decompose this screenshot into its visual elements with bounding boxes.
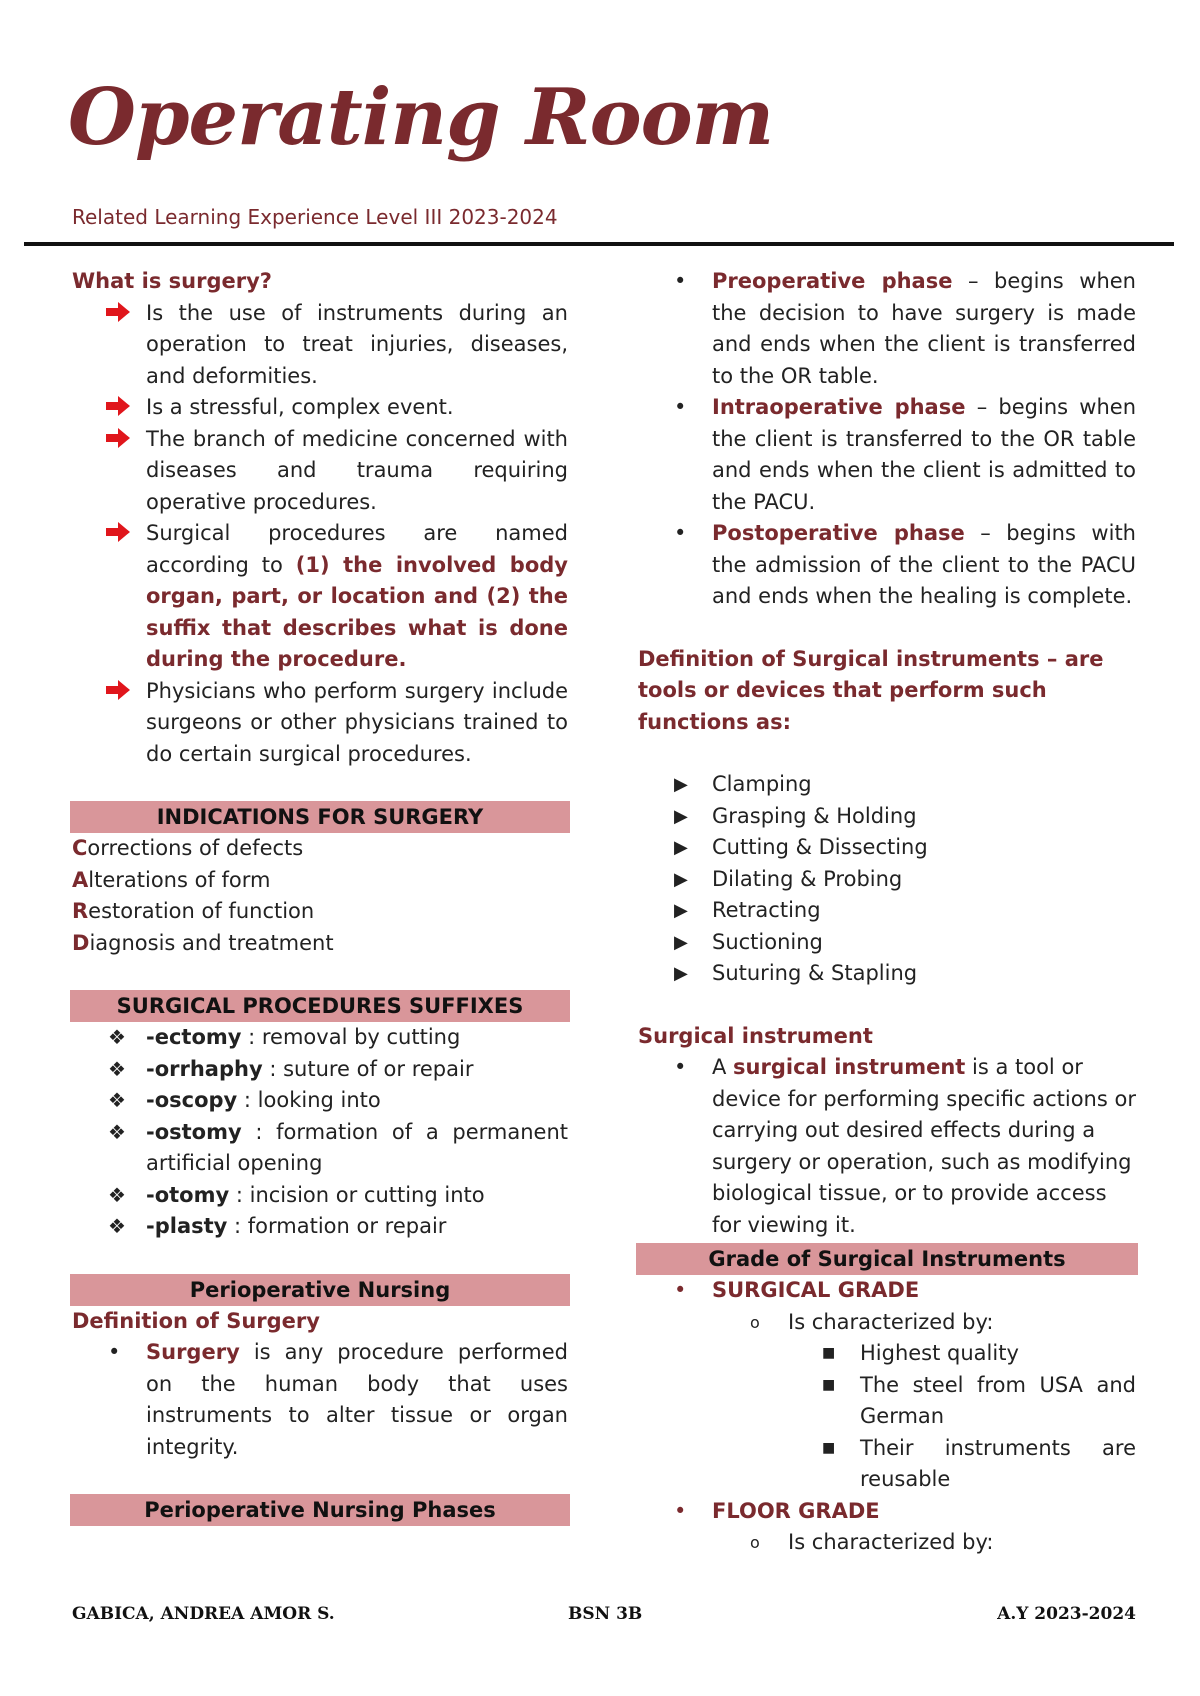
footer-academic-year: A.Y 2023-2024 (997, 1604, 1136, 1624)
list-item: ▶ Retracting (638, 895, 1136, 927)
perioperative-nursing-band: Perioperative Nursing (70, 1274, 570, 1306)
list-item: ❖ -oscopy : looking into (72, 1085, 568, 1117)
floor-grade-sublist (638, 1527, 1136, 1559)
list-item: • FLOOR GRADE (638, 1496, 1136, 1528)
circle-bullet-icon: o (750, 1312, 760, 1332)
square-bullet-icon: ■ (822, 1439, 836, 1456)
surgical-grade-sublist (638, 1307, 1136, 1339)
bullet-icon: • (674, 269, 687, 293)
triangle-bullet-icon: ▶ (674, 774, 688, 795)
header-divider (24, 242, 1174, 246)
list-item: ▶ Grasping & Holding (638, 801, 1136, 833)
list-item: Alterations of form (72, 867, 271, 892)
red-arrow-icon (106, 680, 130, 700)
list-item: ■ Their instruments are reusable (638, 1433, 1136, 1496)
suffixes-list (72, 1022, 568, 1243)
list-item: ▶ Suctioning (638, 927, 1136, 959)
right-column (638, 266, 1136, 1559)
instrument-list (638, 1052, 1136, 1241)
list-item: ▶ Dilating & Probing (638, 864, 1136, 896)
list-item: ❖ -ectomy : removal by cutting (72, 1022, 568, 1054)
list-item: ▶ Suturing & Stapling (638, 958, 1136, 990)
list-item: ▶ Cutting & Dissecting (638, 832, 1136, 864)
diamond-bullet-icon: ❖ (108, 1088, 126, 1112)
list-item: • Preoperative phase – begins when the decision to have surgery is made and ends when the client is transferred to the OR table. (638, 266, 1136, 392)
suffixes-band: SURGICAL PROCEDURES SUFFIXES (70, 990, 570, 1022)
functions-list (638, 769, 1136, 990)
triangle-bullet-icon: ▶ (674, 805, 688, 827)
page-title: Operating Room (68, 72, 774, 163)
surgical-grade-characteristics (638, 1338, 1136, 1496)
phases-list (638, 266, 1136, 613)
triangle-bullet-icon: ▶ (674, 868, 688, 890)
floor-grade-list (638, 1496, 1136, 1528)
list-item: ■ Highest quality (638, 1338, 1136, 1370)
list-item: Is a stressful, complex event. (72, 392, 568, 424)
bullet-icon: • (674, 395, 687, 419)
list-item: o Is characterized by: (638, 1307, 1136, 1339)
list-item: ❖ -orrhaphy : suture of or repair (72, 1054, 568, 1086)
surgical-instrument-heading: Surgical instrument (638, 1023, 873, 1048)
list-item: ❖ -ostomy : formation of a permanent artificial opening (72, 1117, 568, 1180)
diamond-bullet-icon: ❖ (108, 1182, 126, 1207)
bullet-icon: • (674, 521, 687, 545)
triangle-bullet-icon: ▶ (674, 931, 688, 953)
list-item: Surgical procedures are named according to (1) the involved body organ, part, or location and (2) the suffix that describes what is done during the procedure. (72, 518, 568, 676)
square-bullet-icon: ■ (822, 1345, 836, 1361)
triangle-bullet-icon: ▶ (674, 837, 688, 858)
list-item: o Is characterized by: (638, 1527, 1136, 1559)
circle-bullet-icon: o (750, 1533, 760, 1552)
diamond-bullet-icon: ❖ (108, 1056, 126, 1081)
subtitle: Related Learning Experience Level III 2023-2024 (72, 205, 558, 229)
list-item: ❖ -plasty : formation or repair (72, 1211, 568, 1243)
list-item: • Postoperative phase – begins with the admission of the client to the PACU and ends when the healing is complete. (638, 518, 1136, 613)
red-arrow-icon (106, 396, 130, 416)
definition-of-surgery-heading: Definition of Surgery (72, 1308, 320, 1333)
definition-list (72, 1337, 568, 1463)
left-column (72, 266, 568, 1526)
list-item: ❖ -otomy : incision or cutting into (72, 1180, 568, 1212)
instruments-definition-heading: Definition of Surgical instruments – are tools or devices that perform such functions as: (638, 646, 1104, 734)
footer-student-name: GABICA, ANDREA AMOR S. (72, 1604, 335, 1624)
list-item: ▶ Clamping (638, 769, 1136, 801)
list-item: • Surgery is any procedure performed on the human body that uses instruments to alter tissue or organ integrity. (72, 1337, 568, 1463)
list-item: Diagnosis and treatment (72, 930, 334, 955)
bullet-icon: • (108, 1340, 121, 1364)
indications-list (72, 833, 568, 959)
list-item: Physicians who perform surgery include surgeons or other physicians trained to do certain surgical procedures. (72, 676, 568, 771)
list-item: The branch of medicine concerned with diseases and trauma requiring operative procedures. (72, 424, 568, 519)
list-item: • Intraoperative phase – begins when the client is transferred to the OR table and ends when the client is admitted to the PACU. (638, 392, 1136, 518)
bullet-icon: • (674, 1278, 687, 1302)
list-item: • SURGICAL GRADE (638, 1275, 1136, 1307)
bullet-icon: • (674, 1498, 687, 1523)
list-item: Restoration of function (72, 899, 315, 923)
diamond-bullet-icon: ❖ (108, 1119, 126, 1144)
list-item: • A surgical instrument is a tool or device for performing specific actions or carrying out desired effects during a surgery or operation, such as modifying biological tissue, or to provide access for viewing it. (638, 1052, 1136, 1241)
red-arrow-icon (106, 428, 130, 448)
red-arrow-icon (106, 302, 130, 322)
grade-band: Grade of Surgical Instruments (636, 1243, 1138, 1275)
list-item: Corrections of defects (72, 836, 304, 860)
square-bullet-icon: ■ (822, 1376, 836, 1393)
bullet-icon: • (674, 1055, 687, 1079)
list-item: Is the use of instruments during an operation to treat injuries, diseases, and deformities. (72, 298, 568, 393)
red-arrow-icon (106, 522, 130, 542)
footer-section: BSN 3B (568, 1604, 643, 1624)
triangle-bullet-icon: ▶ (674, 900, 688, 921)
what-is-surgery-heading: What is surgery? (72, 269, 272, 293)
indications-band: INDICATIONS FOR SURGERY (70, 801, 570, 833)
grade-list (638, 1275, 1136, 1307)
diamond-bullet-icon: ❖ (108, 1025, 126, 1049)
what-is-surgery-list (72, 298, 568, 771)
list-item: ■ The steel from USA and German (638, 1370, 1136, 1433)
phases-band: Perioperative Nursing Phases (70, 1494, 570, 1526)
triangle-bullet-icon: ▶ (674, 963, 688, 984)
diamond-bullet-icon: ❖ (108, 1214, 126, 1238)
